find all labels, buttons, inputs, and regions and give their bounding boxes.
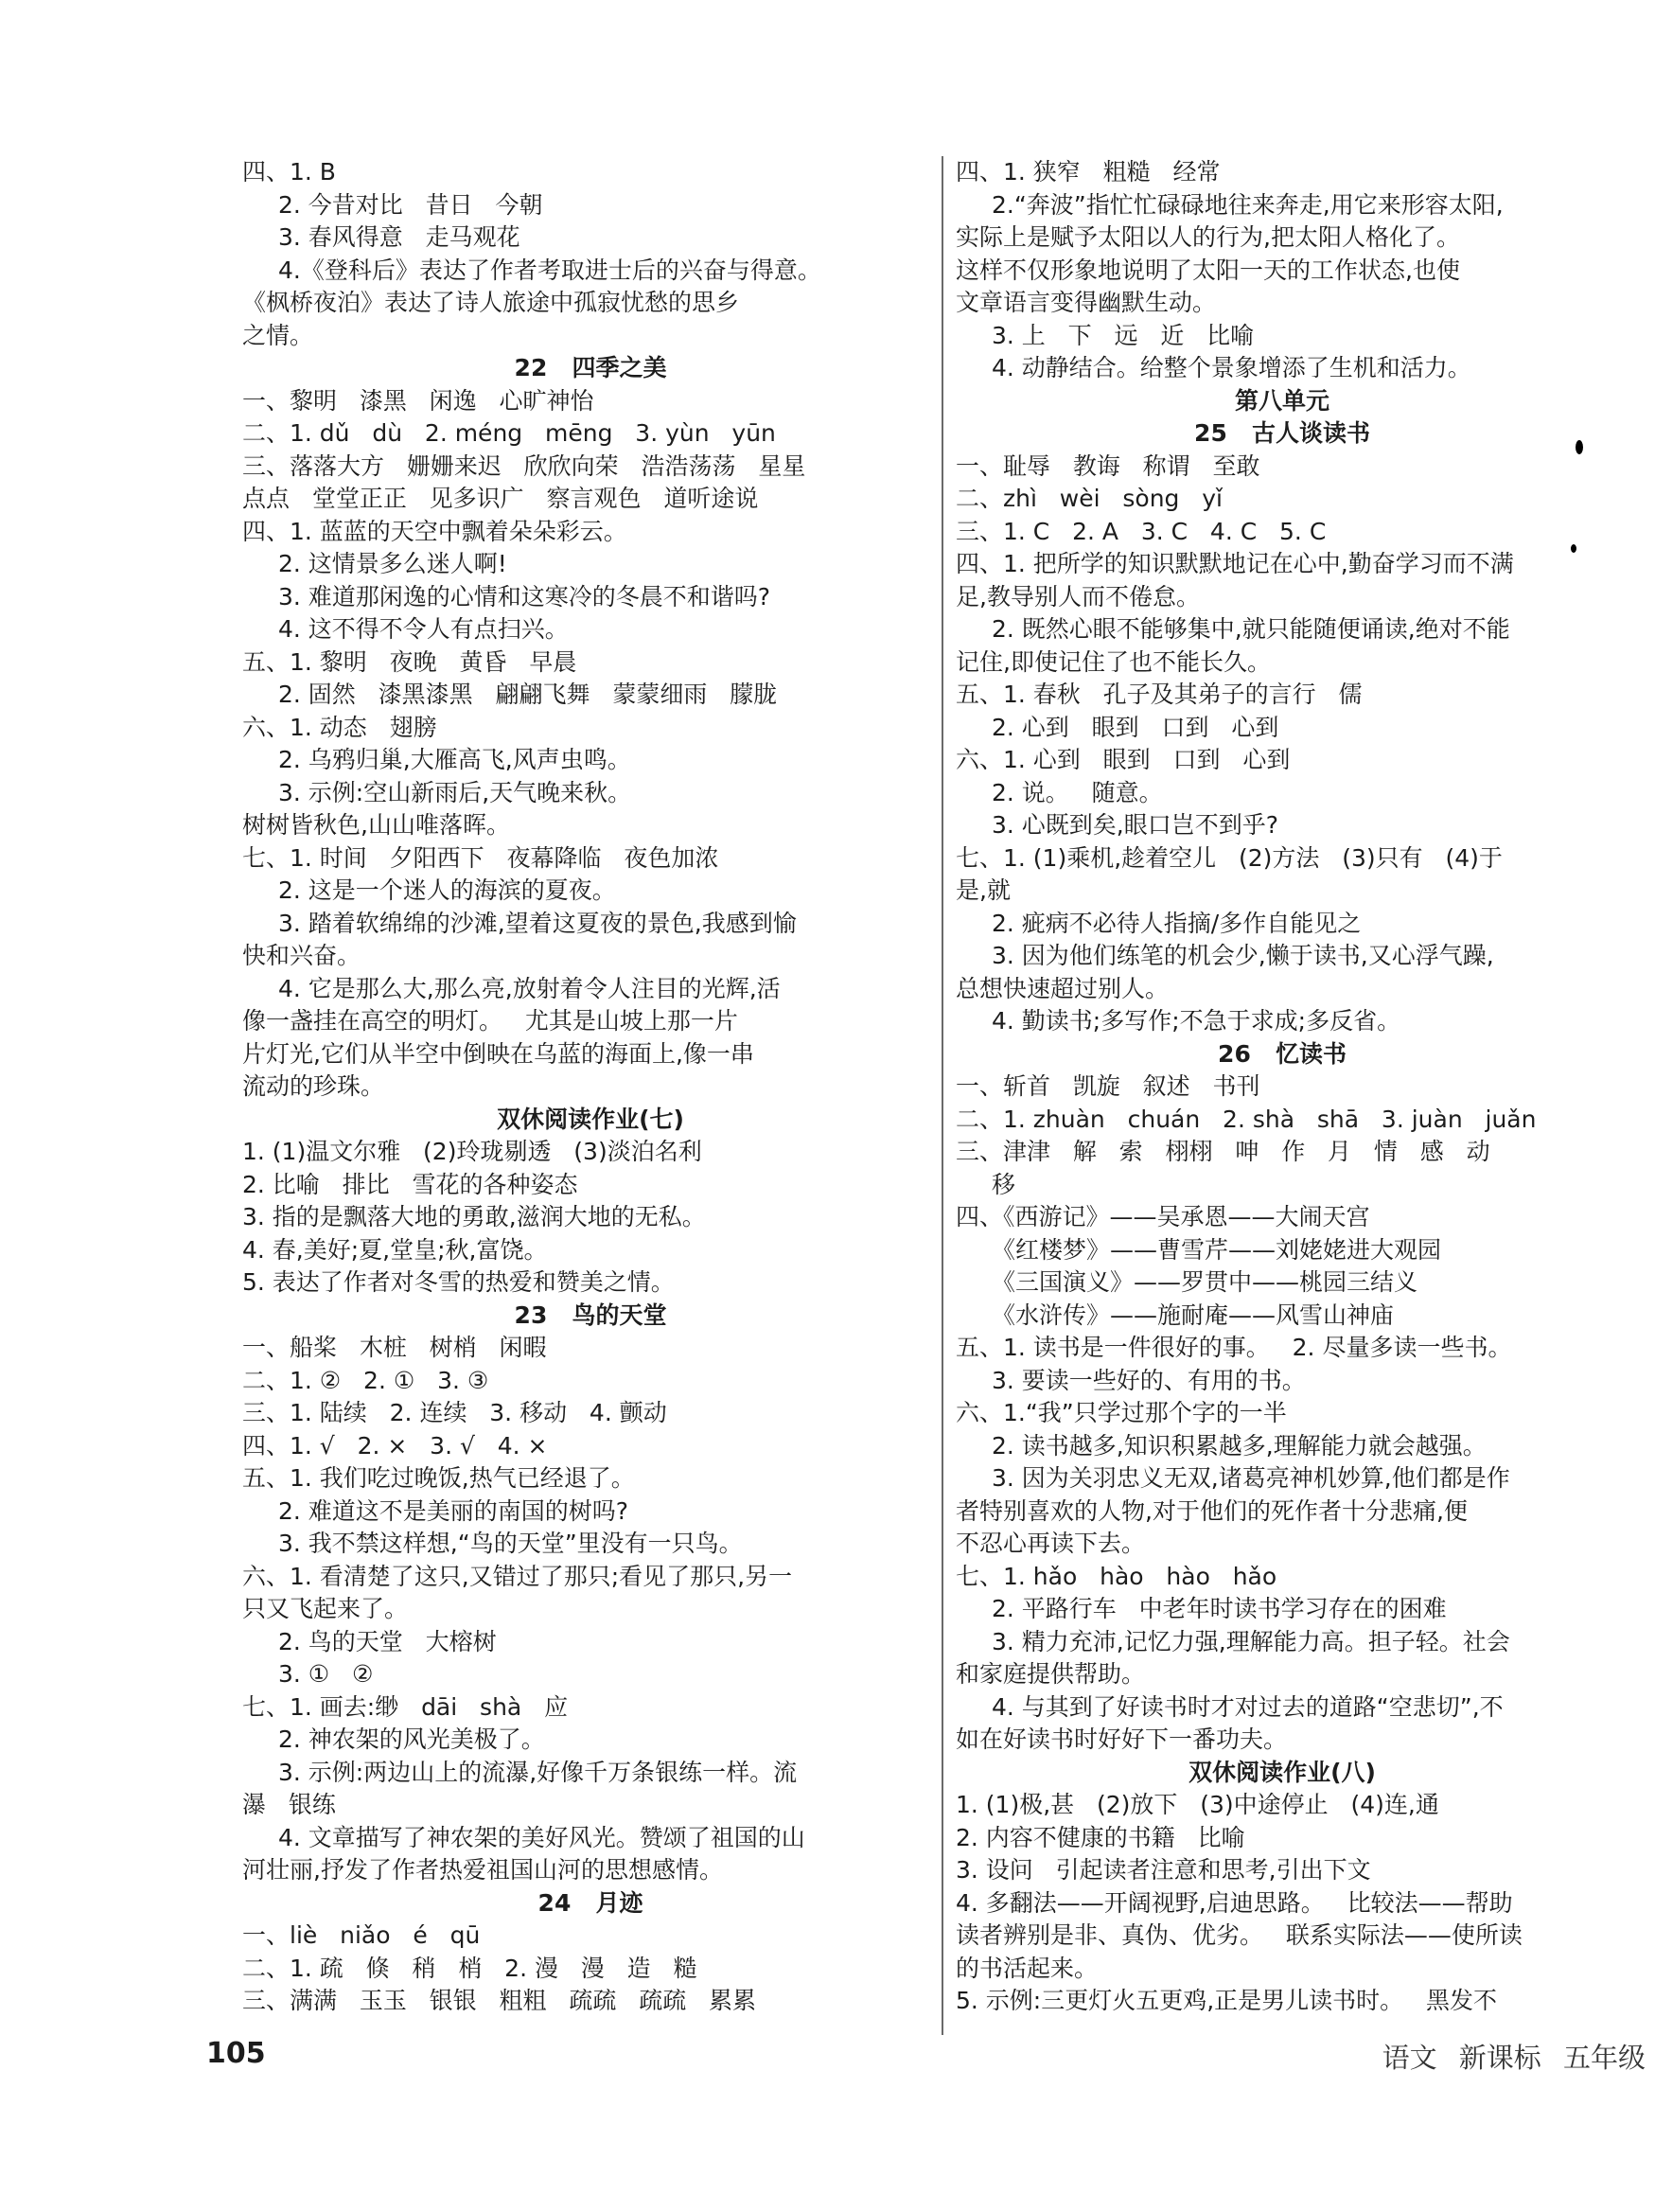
answer-line: 3. 因为关羽忠义无双,诸葛亮神机妙算,他们都是作: [992, 1464, 1510, 1492]
answer-line: 2. 平路行车 中老年时读书学习存在的困难: [992, 1595, 1447, 1622]
answer-line: 4. 勤读书;多写作;不急于求成;多反省。: [992, 1007, 1401, 1035]
answer-line: 一、耻辱 教诲 称谓 至敢: [956, 451, 1260, 480]
answer-line: 五、1. 读书是一件很好的事。 2. 尽量多读一些书。: [956, 1334, 1512, 1361]
answer-line: 《三国演义》——罗贯中——桃园三结义: [992, 1268, 1418, 1296]
answer-line: 《水浒传》——施耐庵——风雪山神庙: [992, 1301, 1395, 1329]
answer-line: 者特别喜欢的人物,对于他们的死作者十分悲痛,便: [956, 1496, 1468, 1525]
answer-line: 像一盏挂在高空的明灯。 尤其是山坡上那一片: [242, 1007, 738, 1035]
answer-line: 二、zhì wèi sòng yǐ: [956, 485, 1223, 512]
ink-mark: [1576, 440, 1583, 454]
answer-line: 3. 春风得意 走马观花: [278, 223, 520, 251]
answer-line: 快和兴奋。: [242, 942, 361, 969]
answer-line: 4. 动静结合。给整个景象增添了生机和活力。: [992, 354, 1471, 381]
answer-line: 2.“奔波”指忙忙碌碌地往来奔走,用它来形容太阳,: [992, 190, 1504, 219]
answer-line: 2. 心到 眼到 口到 心到: [992, 713, 1279, 741]
answer-line: 点点 堂堂正正 见多识广 察言观色 道听途说: [242, 485, 759, 512]
answer-line: 2. 比喻 排比 雪花的各种姿态: [242, 1170, 578, 1198]
answer-line: 三、落落大方 姗姗来迟 欣欣向荣 浩浩荡荡 星星: [242, 451, 806, 480]
answer-line: 2. 神农架的风光美极了。: [278, 1725, 545, 1753]
answer-line: 三、1. 陆续 2. 连续 3. 移动 4. 颤动: [242, 1399, 667, 1426]
answer-line: 1. (1)极,甚 (2)放下 (3)中途停止 (4)连,通: [956, 1791, 1439, 1818]
answer-line: 4.《登科后》表达了作者考取进士后的兴奋与得意。: [278, 256, 821, 284]
answer-line: 六、1.“我”只学过那个字的一半: [956, 1399, 1287, 1426]
answer-line: 五、1. 春秋 孔子及其弟子的言行 儒: [956, 681, 1363, 708]
answer-line: 不忍心再读下去。: [956, 1530, 1146, 1557]
answer-line: 四、1. 蓝蓝的天空中飘着朵朵彩云。: [242, 517, 627, 545]
answer-line: 4. 多翻法——开阔视野,启迪思路。 比较法——帮助: [956, 1888, 1513, 1917]
section-heading: 双休阅读作业(七): [497, 1105, 684, 1133]
answer-line: 3. 踏着软绵绵的沙滩,望着这夏夜的景色,我感到愉: [278, 909, 797, 937]
answer-line: 《枫桥夜泊》表达了诗人旅途中孤寂忧愁的思乡: [242, 289, 740, 316]
answer-line: 4. 春,美好;夏,堂皇;秋,富饶。: [242, 1235, 548, 1264]
answer-line: 四、1. √ 2. × 3. √ 4. ×: [242, 1431, 548, 1460]
section-heading: 26 忆读书: [1218, 1039, 1347, 1068]
answer-line: 五、1. 黎明 夜晚 黄昏 早晨: [242, 647, 577, 676]
answer-line: 六、1. 动态 翅膀: [242, 713, 437, 741]
answer-line: 一、黎明 漆黑 闲逸 心旷神怡: [242, 386, 594, 415]
answer-line: 4. 文章描写了神农架的美好风光。赞颂了祖国的山: [278, 1823, 805, 1851]
answer-line: 四、《西游记》——吴承恩——大闹天宫: [956, 1203, 1370, 1230]
answer-line: 2. 难道这不是美丽的南国的树吗?: [278, 1496, 629, 1525]
answer-line: 2. 疵病不必待人指摘/多作自能见之: [992, 909, 1362, 937]
left-answer-column: [242, 156, 939, 2018]
section-heading: 22 四季之美: [514, 354, 667, 381]
answer-line: 一、liè niǎo é qū: [242, 1921, 481, 1949]
answer-line: 二、1. zhuàn chuán 2. shà shā 3. juàn juǎn: [956, 1105, 1537, 1133]
answer-line: 2. 鸟的天堂 大榕树: [278, 1627, 497, 1655]
answer-line: 片灯光,它们从半空中倒映在乌蓝的海面上,像一串: [242, 1039, 754, 1068]
answer-line: 读者辨别是非、真伪、优劣。 联系实际法——使所读: [956, 1921, 1523, 1949]
answer-line: 《红楼梦》——曹雪芹——刘姥姥进大观园: [992, 1235, 1442, 1264]
answer-line: 2. 今昔对比 昔日 今朝: [278, 190, 543, 219]
answer-line: 3. 难道那闲逸的心情和这寒冷的冬晨不和谐吗?: [278, 582, 771, 611]
answer-line: 2. 乌鸦归巢,大雁高飞,风声虫鸣。: [278, 746, 631, 773]
page-number: 105: [206, 2037, 266, 2070]
answer-line: 足,教导别人而不倦怠。: [956, 582, 1200, 611]
answer-line: 只又飞起来了。: [242, 1595, 409, 1622]
answer-line: 的书活起来。: [956, 1954, 1099, 1982]
answer-line: 和家庭提供帮助。: [956, 1660, 1146, 1688]
answer-line: 记住,即使记住了也不能长久。: [956, 647, 1271, 676]
section-heading: 双休阅读作业(八): [1188, 1758, 1376, 1786]
answer-line: 二、1. ② 2. ① 3. ③: [242, 1366, 489, 1394]
answer-line: 是,就: [956, 876, 1011, 904]
answer-line: 2. 读书越多,知识积累越多,理解能力就会越强。: [992, 1431, 1487, 1460]
answer-line: 3. 要读一些好的、有用的书。: [992, 1366, 1306, 1394]
answer-line: 2. 既然心眼不能够集中,就只能随便诵读,绝对不能: [992, 615, 1510, 643]
answer-line: 河壮丽,抒发了作者热爱祖国山河的思想感情。: [242, 1856, 723, 1884]
answer-line: 一、船桨 木桩 树梢 闲暇: [242, 1334, 547, 1361]
answer-line: 3. 示例:两边山上的流瀑,好像千万条银练一样。流: [278, 1758, 798, 1786]
answer-line: 总想快速超过别人。: [956, 974, 1170, 1002]
answer-line: 3. 设问 引起读者注意和思考,引出下文: [956, 1856, 1371, 1884]
answer-line: 3. 因为他们练笔的机会少,懒于读书,又心浮气躁,: [992, 942, 1494, 969]
answer-line: 五、1. 我们吃过晚饭,热气已经退了。: [242, 1464, 635, 1492]
answer-line: 移: [992, 1170, 1016, 1198]
answer-line: 3. 上 下 远 近 比喻: [992, 321, 1255, 349]
answer-line: 七、1. hǎo hào hào hǎo: [956, 1562, 1277, 1590]
answer-line: 实际上是赋予太阳以人的行为,把太阳人格化了。: [956, 223, 1460, 251]
answer-line: 树树皆秋色,山山唯落晖。: [242, 811, 510, 839]
answer-line: 5. 表达了作者对冬雪的热爱和赞美之情。: [242, 1268, 675, 1296]
right-answer-column: [956, 156, 1609, 2018]
answer-line: 一、斩首 凯旋 叙述 书刊: [956, 1072, 1260, 1100]
answer-line: 如在好读书时好好下一番功夫。: [956, 1725, 1288, 1753]
answer-line: 3. 心既到矣,眼口岂不到乎?: [992, 811, 1279, 839]
answer-line: 这样不仅形象地说明了太阳一天的工作状态,也使: [956, 256, 1460, 284]
answer-line: 六、1. 心到 眼到 口到 心到: [956, 746, 1291, 773]
answer-line: 文章语言变得幽默生动。: [956, 289, 1217, 316]
answer-line: 3. ① ②: [278, 1660, 374, 1688]
answer-line: 4. 它是那么大,那么亮,放射着令人注目的光辉,活: [278, 974, 781, 1002]
answer-line: 二、1. dǔ dù 2. méng mēng 3. yùn yūn: [242, 419, 776, 447]
answer-line: 2. 这情景多么迷人啊!: [278, 550, 507, 577]
answer-line: 四、1. 把所学的知识默默地记在心中,勤奋学习而不满: [956, 550, 1514, 577]
answer-line: 2. 这是一个迷人的海滨的夏夜。: [278, 876, 616, 904]
answer-line: 瀑 银练: [242, 1791, 336, 1818]
answer-line: 六、1. 看清楚了这只,又错过了那只;看见了那只,另一: [242, 1562, 793, 1590]
answer-line: 4. 与其到了好读书时才对过去的道路“空悲切”,不: [992, 1692, 1504, 1721]
answer-line: 2. 固然 漆黑漆黑 翩翩飞舞 蒙蒙细雨 朦胧: [278, 681, 778, 708]
answer-line: 2. 说。 随意。: [992, 778, 1163, 806]
ink-mark: [1571, 544, 1576, 553]
section-heading: 第八单元: [1234, 386, 1329, 415]
answer-line: 七、1. (1)乘机,趁着空儿 (2)方法 (3)只有 (4)于: [956, 843, 1503, 872]
answer-line: 流动的珍珠。: [242, 1072, 385, 1100]
answer-line: 三、津津 解 索 栩栩 呻 作 月 情 感 动: [956, 1138, 1490, 1165]
answer-line: 3. 指的是飘落大地的勇敢,滋润大地的无私。: [242, 1203, 706, 1230]
answer-line: 七、1. 时间 夕阳西下 夜幕降临 夜色加浓: [242, 843, 719, 872]
answer-line: 四、1. B: [242, 158, 336, 186]
answer-line: 之情。: [242, 321, 314, 349]
answer-line: 3. 我不禁这样想,“鸟的天堂”里没有一只鸟。: [278, 1530, 743, 1557]
answer-line: 二、1. 疏 倏 稍 梢 2. 漫 漫 造 糙: [242, 1954, 697, 1982]
subject-grade-tag: 语文 新课标 五年级: [1382, 2042, 1646, 2074]
section-heading: 25 古人谈读书: [1194, 419, 1370, 447]
answer-line: 4. 这不得不令人有点扫兴。: [278, 615, 569, 643]
answer-line: 2. 内容不健康的书籍 比喻: [956, 1823, 1245, 1851]
answer-line: 七、1. 画去:缈 dāi shà 应: [242, 1692, 569, 1721]
answer-line: 四、1. 狭窄 粗糙 经常: [956, 158, 1221, 186]
section-heading: 23 鸟的天堂: [514, 1301, 667, 1329]
answer-line: 1. (1)温文尔雅 (2)玲珑剔透 (3)淡泊名利: [242, 1138, 702, 1165]
answer-line: 3. 示例:空山新雨后,天气晚来秋。: [278, 778, 632, 806]
section-heading: 24 月迹: [537, 1888, 643, 1917]
column-divider: [942, 156, 943, 2035]
answer-line: 3. 精力充沛,记忆力强,理解能力高。担子轻。社会: [992, 1627, 1510, 1655]
answer-line: 5. 示例:三更灯火五更鸡,正是男儿读书时。 黑发不: [956, 1987, 1498, 2014]
answer-line: 三、1. C 2. A 3. C 4. C 5. C: [956, 517, 1327, 545]
answer-line: 三、满满 玉玉 银银 粗粗 疏疏 疏疏 累累: [242, 1987, 757, 2014]
